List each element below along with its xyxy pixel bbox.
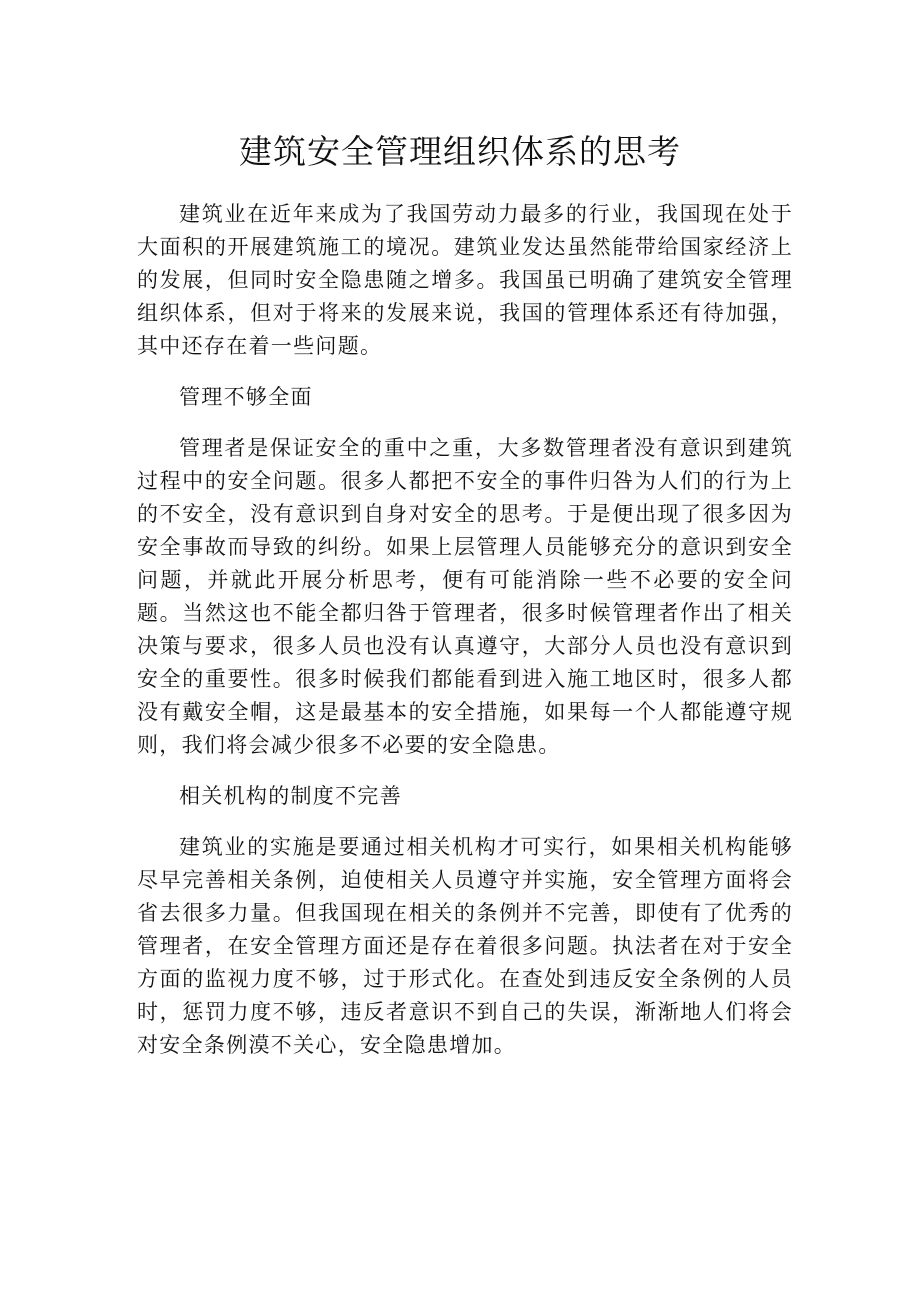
management-paragraph: 管理者是保证安全的重中之重，大多数管理者没有意识到建筑过程中的安全问题。很多人都把不安全的事件归咎为人们的行为上的不安全，没有意识到自身对安全的思考。于是便出现了很多因为安全事故而导致的纠纷。如果上层管理人员能够充分的意识到安全问题，并就此开展分析思考，便有可能消除一些不必要的安全问题。当然这也不能全都归咎于管理者，很多时候管理者作出了相关决策与要求，很多人员也没有认真遵守，大部分人员也没有意识到安全的重要性。很多时候我们都能看到进入施工地区时，很多人都没有戴安全帽，这是最基本的安全措施，如果每一个人都能遵守规则，我们将会减少很多不必要的安全隐患。 bbox=[137, 436, 793, 757]
section-heading-institutions: 相关机构的制度不完善 bbox=[179, 784, 402, 808]
institutions-paragraph: 建筑业的实施是要通过相关机构才可实行，如果相关机构能够尽早完善相关条例，迫使相关人员遵守并实施，安全管理方面将会省去很多力量。但我国现在相关的条例并不完善，即使有了优秀的管理者，在安全管理方面还是存在着很多问题。执法者在对于安全方面的监视力度不够，过于形式化。在查处到违反安全条例的人员时，惩罚力度不够，违反者意识不到自己的失误，渐渐地人们将会对安全条例漠不关心，安全隐患增加。 bbox=[137, 835, 793, 1057]
intro-paragraph: 建筑业在近年来成为了我国劳动力最多的行业，我国现在处于大面积的开展建筑施工的境况。建筑业发达虽然能带给国家经济上的发展，但同时安全隐患随之增多。我国虽已明确了建筑安全管理组织体系，但对于将来的发展来说，我国的管理体系还有待加强，其中还存在着一些问题。 bbox=[137, 202, 793, 358]
section-heading-management: 管理不够全面 bbox=[179, 385, 313, 409]
document-title: 建筑安全管理组织体系的思考 bbox=[239, 132, 681, 171]
document-body bbox=[137, 198, 793, 1080]
